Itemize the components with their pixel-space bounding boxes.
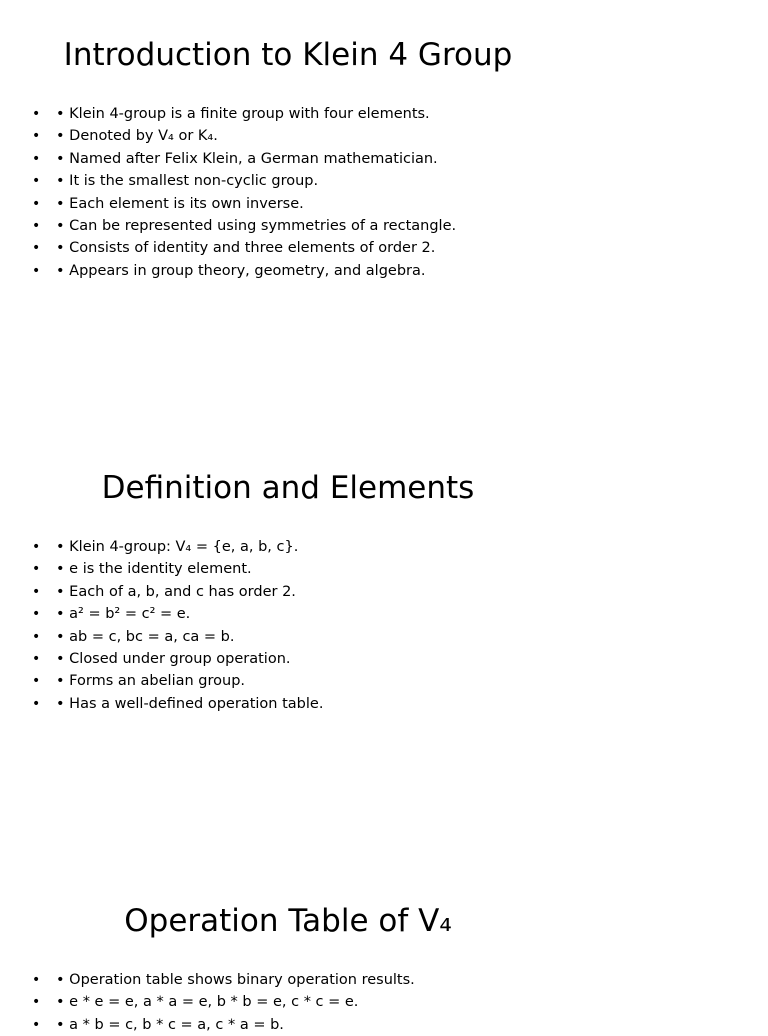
bullet-text: • Klein 4-group is a finite group with four elements. [56,106,430,122]
bullet-text: • Has a well-defined operation table. [56,695,324,712]
bullet-text: • a² = b² = c² = e. [56,606,191,623]
bullet-text: • Can be represented using symmetries of a rectangle. [56,217,457,234]
bullet-text: • Each element is its own inverse. [56,195,304,212]
bullet-text: • Forms an abelian group. [56,673,246,690]
bullet-text: • Closed under group operation. [56,650,291,667]
bullet-text: • e is the identity element. [56,561,252,578]
bullet-text: • Each of a, b, and c has order 2. [56,583,296,600]
bullet-marker: • [32,195,41,212]
bullet-marker: • [32,583,41,600]
bullet-marker: • [32,972,41,988]
bullet-marker: • [32,994,41,1011]
bullet-marker: • [32,173,41,190]
bullet-marker: • [32,128,41,145]
bullet-text: • ab = c, bc = a, ca = b. [56,628,235,645]
bullet-marker: • [32,262,41,279]
bullet-marker: • [32,695,41,712]
bullet-marker: • [32,606,41,623]
bullet-marker: • [32,673,41,690]
bullet-text: • Consists of identity and three elements of order 2. [56,240,436,257]
bullet-text: • a * b = c, b * c = a, c * a = b. [56,1016,284,1033]
slide-title: Introduction to Klein 4 Group [63,37,513,73]
bullet-marker: • [32,628,41,645]
bullet-marker: • [32,150,41,167]
bullet-text: • Appears in group theory, geometry, and algebra. [56,262,426,279]
bullet-marker: • [32,561,41,578]
bullet-marker: • [32,106,41,122]
bullet-text: • Operation table shows binary operation results. [56,972,415,988]
bullet-marker: • [32,240,41,257]
bullet-text: • It is the smallest non-cyclic group. [56,173,319,190]
bullet-text: • Klein 4-group: V₄ = {e, a, b, c}. [56,539,299,555]
slide-operation-table [0,866,768,1033]
slide-title: Operation Table of V₄ [124,903,452,939]
bullet-marker: • [32,217,41,234]
slide-title: Definition and Elements [101,470,475,506]
bullet-marker: • [32,1016,41,1033]
bullet-text: • Denoted by V₄ or K₄. [56,128,218,145]
bullet-text: • e * e = e, a * a = e, b * b = e, c * c = e. [56,994,359,1011]
bullet-marker: • [32,539,41,555]
bullet-text: • Named after Felix Klein, a German mathematician. [56,150,438,167]
bullet-marker: • [32,650,41,667]
